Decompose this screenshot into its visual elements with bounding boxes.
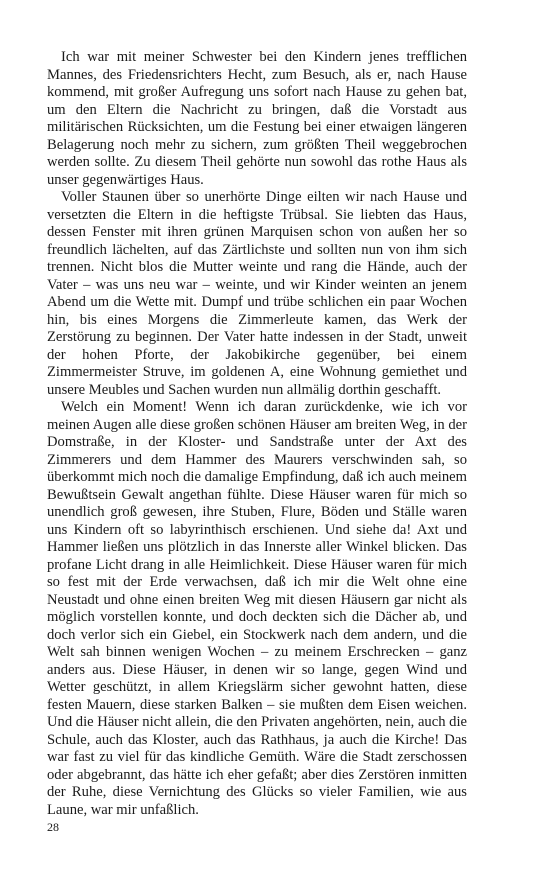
body-text <box>47 49 467 819</box>
page-number: 28 <box>47 820 59 834</box>
paragraph-2: Voller Staunen über so unerhörte Dinge eilten wir nach Hause und versetzten die Eltern in die heftigste Trübsal. Sie liebten das Haus, dessen Fenster mit ihren grünen Marquisen schon von außen her so freundlich lächelten, auf das Zärtlichste und sollten nun von ihm sich trennen. Nicht blos die Mutter weinte und rang die Hände, auch der Vater – was uns neu war – weinte, und wir Kinder weinten an jenem Abend um die Wette mit. Dumpf und trübe schlichen ein paar Wochen hin, bis eines Morgens die Zimmerleute kamen, das Werk der Zerstörung zu beginnen. Der Vater hatte indessen in der Stadt, unweit der hohen Pforte, der Jakobikirche gegenüber, bei einem Zimmermeister Struve, im goldenen A, eine Wohnung gemiethet und unsere Meubles und Sachen wurden nun allmälig dorthin geschafft. <box>47 189 467 398</box>
paragraph-1: Ich war mit meiner Schwester bei den Kindern jenes trefflichen Mannes, des Friedensrichters Hecht, zum Besuch, als er, nach Hause kommend, mit großer Aufregung uns sofort nach Hause zu gehen bat, um den Eltern die Nachricht zu bringen, daß die Vorstadt aus militärischen Rücksichten, um die Festung bei einer etwaigen längeren Belagerung noch mehr zu sichern, zum größten Theil weggebrochen werden sollte. Zu diesem Theil gehörte nun sowohl das rothe Haus als unser gegenwärtiges Haus. <box>47 49 467 188</box>
paragraph-3: Welch ein Moment! Wenn ich daran zurückdenke, wie ich vor meinen Augen alle diese großen schönen Häuser am breiten Weg, in der Domstraße, in der Kloster- und Sandstraße unter der Axt des Zimmerers und dem Hammer des Maurers verschwinden sah, so überkommt mich noch die damalige Empfindung, daß ich auch meinem Bewußtsein Gewalt angethan fühlte. Diese Häuser waren für mich so unendlich groß gewesen, ihre Stuben, Flure, Böden und Ställe waren uns Kindern oft so labyrinthisch erschienen. Und siehe da! Axt und Hammer ließen uns plötzlich in das Innerste aller Winkel blicken. Das profane Licht drang in alle Heimlichkeit. Diese Häuser waren für mich so fest mit der Erde verwachsen, daß ich mir die Welt ohne eine Neustadt und ohne einen breiten Weg mit diesen Häusern gar nicht als möglich vorstellen konnte, und doch deckten sich die Dächer ab, und doch verlor sich ein Giebel, ein Stockwerk nach dem andern, und die Welt sah binnen wenigen Wochen – zu meinem Erschrecken – ganz anders aus. Diese Häuser, in denen wir so lange, gegen Wind und Wetter geschützt, in allem Kriegslärm sicher gewohnt hatten, diese festen Mauern, diese starken Balken – sie mußten dem Eisen weichen. Und die Häuser nicht allein, die den Privaten angehörten, nein, auch die Schule, auch das Kloster, auch das Rathhaus, ja auch die Kirche! Das war fast zu viel für das kindliche Gemüth. Wäre die Stadt zerschossen oder abgebrannt, das hätte ich eher gefaßt; aber dies Zerstören inmitten der Ruhe, diese Vernichtung des Glücks so vieler Familien, wie aus Laune, war mir unfaßlich. <box>47 399 468 818</box>
